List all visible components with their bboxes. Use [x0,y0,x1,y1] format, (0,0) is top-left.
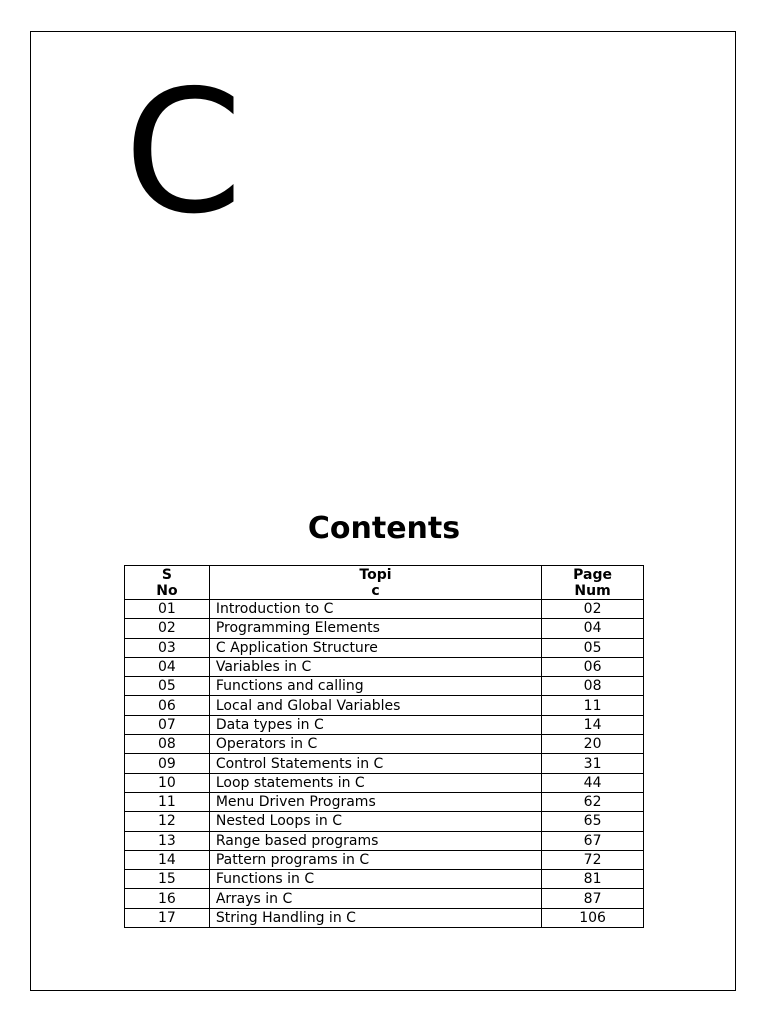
row-page: 44 [542,773,644,792]
table-row [125,735,644,754]
header-sno-line: S [161,566,172,583]
row-sno: 07 [125,715,210,734]
row-page: 31 [542,754,644,773]
header-topic-line: c [371,582,380,599]
row-page: 87 [542,889,644,908]
row-sno: 09 [125,754,210,773]
header-sno-line: No [156,582,178,599]
row-sno: 11 [125,792,210,811]
header-topic-line: Topi [359,566,392,583]
row-page: 72 [542,850,644,869]
table-row [125,677,644,696]
row-topic: Loop statements in C [209,773,541,792]
row-sno: 17 [125,908,210,927]
row-page: 65 [542,812,644,831]
document-title: C [124,54,243,252]
table-row [125,792,644,811]
row-page: 08 [542,677,644,696]
row-sno: 10 [125,773,210,792]
row-sno: 15 [125,870,210,889]
row-page: 06 [542,657,644,676]
header-topic [209,566,541,600]
row-page: 05 [542,638,644,657]
row-sno: 13 [125,831,210,850]
table-row [125,754,644,773]
header-page-line: Num [574,582,611,599]
row-topic: Variables in C [209,657,541,676]
table-header-row [125,566,644,600]
row-sno: 05 [125,677,210,696]
row-topic: Menu Driven Programs [209,792,541,811]
header-sno [125,566,210,600]
table-row [125,619,644,638]
table-row [125,696,644,715]
row-page: 02 [542,600,644,619]
table-body [125,600,644,928]
row-sno: 02 [125,619,210,638]
row-page: 14 [542,715,644,734]
row-sno: 06 [125,696,210,715]
table-row [125,657,644,676]
table-row [125,715,644,734]
row-sno: 08 [125,735,210,754]
row-sno: 16 [125,889,210,908]
row-topic: Local and Global Variables [209,696,541,715]
row-sno: 04 [125,657,210,676]
table-row [125,600,644,619]
row-sno: 12 [125,812,210,831]
contents-table [124,565,644,928]
row-topic: Data types in C [209,715,541,734]
row-sno: 14 [125,850,210,869]
row-topic: Introduction to C [209,600,541,619]
header-page [542,566,644,600]
row-topic: Nested Loops in C [209,812,541,831]
row-topic: Control Statements in C [209,754,541,773]
table-row [125,638,644,657]
row-sno: 03 [125,638,210,657]
row-topic: Functions in C [209,870,541,889]
row-topic: Range based programs [209,831,541,850]
header-page-line: Page [573,566,612,583]
row-page: 04 [542,619,644,638]
table-row [125,773,644,792]
table-row [125,831,644,850]
table-row [125,908,644,927]
row-topic: Pattern programs in C [209,850,541,869]
row-topic: Functions and calling [209,677,541,696]
row-sno: 01 [125,600,210,619]
contents-heading: Contents [307,511,461,546]
row-page: 81 [542,870,644,889]
table-row [125,889,644,908]
row-page: 62 [542,792,644,811]
row-page: 11 [542,696,644,715]
row-page: 67 [542,831,644,850]
table-row [125,870,644,889]
row-topic: Operators in C [209,735,541,754]
row-page: 20 [542,735,644,754]
table-row [125,850,644,869]
row-page: 106 [542,908,644,927]
row-topic: C Application Structure [209,638,541,657]
row-topic: String Handling in C [209,908,541,927]
table-row [125,812,644,831]
row-topic: Programming Elements [209,619,541,638]
row-topic: Arrays in C [209,889,541,908]
